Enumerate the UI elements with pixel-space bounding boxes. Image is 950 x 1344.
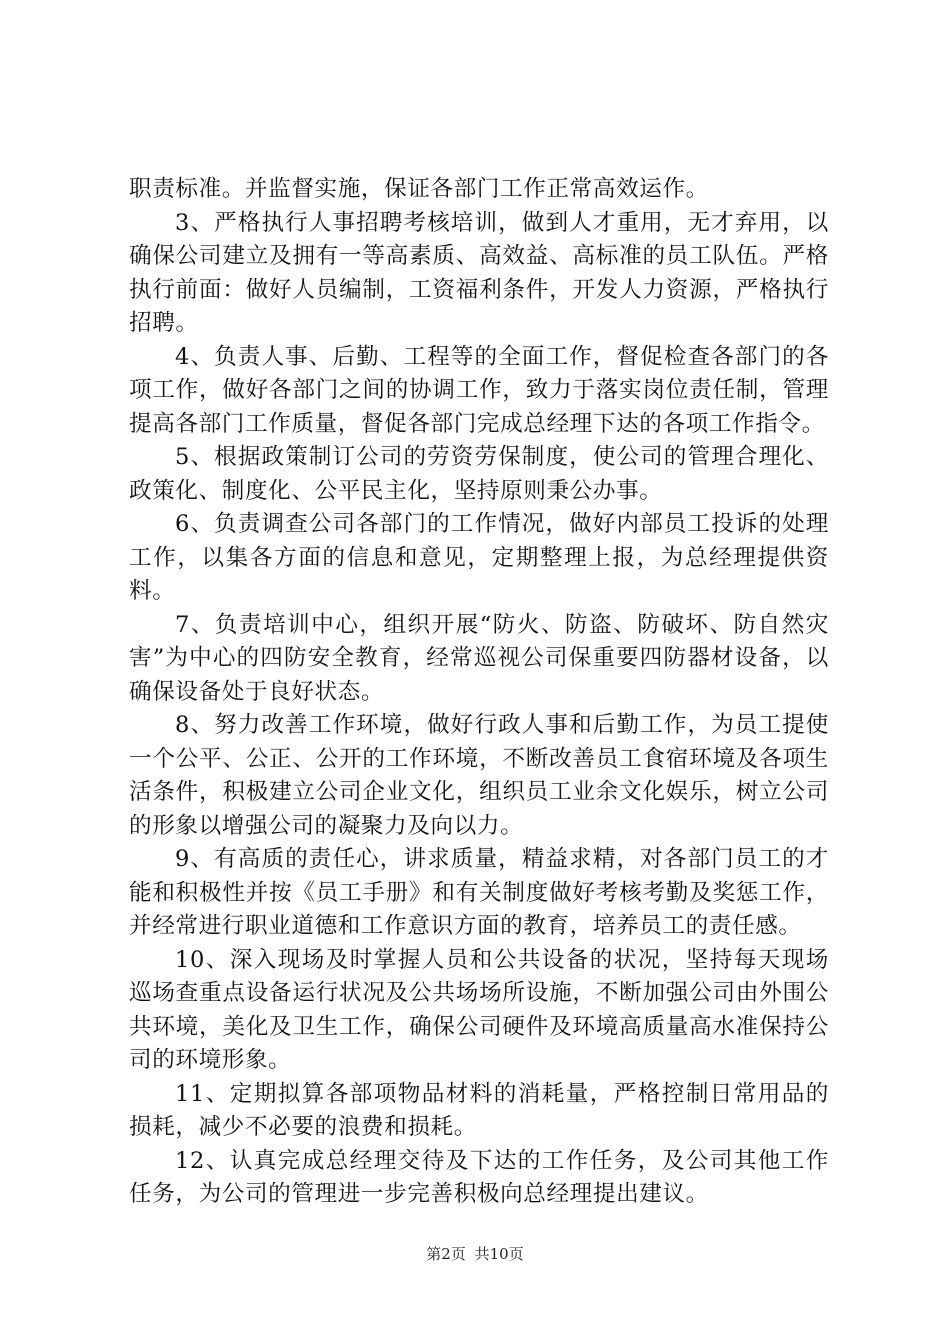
page-footer (0, 1244, 950, 1264)
paragraph: 6、负责调查公司各部门的工作情况，做好内部员工投诉的处理工作，以集各方面的信息和意见，定期整理上报，为总经理提供资料。 (129, 511, 829, 604)
paragraph: 3、严格执行人事招聘考核培训，做到人才重用，无才弃用，以确保公司建立及拥有一等高素质、高效益、高标准的员工队伍。严格执行前面：做好人员编制，工资福利条件，开发人力资源，严格执行招聘。 (129, 209, 829, 336)
paragraph: 5、根据政策制订公司的劳资劳保制度，使公司的管理合理化、政策化、制度化、公平民主化，坚持原则秉公办事。 (129, 444, 829, 504)
paragraph: 11、定期拟算各部项物品材料的消耗量，严格控制日常用品的损耗，减少不必要的浪费和损耗。 (129, 1080, 829, 1140)
paragraph: 8、努力改善工作环境，做好行政人事和后勤工作，为员工提使一个公平、公正、公开的工作环境，不断改善员工食宿环境及各项生活条件，积极建立公司企业文化，组织员工业余文化娱乐，树立公司的形象以增强公司的凝聚力及向以力。 (129, 712, 829, 839)
paragraph: 4、负责人事、后勤、工程等的全面工作，督促检查各部门的各项工作，做好各部门之间的协调工作，致力于落实岗位责任制，管理提高各部门工作质量，督促各部门完成总经理下达的各项工作指令。 (129, 343, 829, 437)
document-body (129, 173, 829, 1212)
page-total: 共10页 (474, 1245, 524, 1263)
paragraph: 12、认真完成总经理交待及下达的工作任务，及公司其他工作任务，为公司的管理进一步完善积极向总经理提出建议。 (129, 1147, 829, 1207)
page-number: 第2页 (426, 1245, 466, 1263)
paragraph: 9、有高质的责任心，讲求质量，精益求精，对各部门员工的才能和积极性并按《员工手册》和有关制度做好考核考勤及奖惩工作，并经常进行职业道德和工作意识方面的教育，培养员工的责任感。 (129, 846, 829, 939)
paragraph: 7、负责培训中心，组织开展“防火、防盗、防破坏、防自然灾害”为中心的四防安全教育，经常巡视公司保重要四防器材设备，以确保设备处于良好状态。 (129, 611, 829, 705)
paragraph: 10、深入现场及时掌握人员和公共设备的状况，坚持每天现场巡场查重点设备运行状况及公共场场所设施，不断加强公司由外围公共环境，美化及卫生工作，确保公司硬件及环境高质量高水准保持公司的环境形象。 (129, 946, 829, 1073)
paragraph: 职责标准。并监督实施，保证各部门工作正常高效运作。 (129, 176, 709, 202)
